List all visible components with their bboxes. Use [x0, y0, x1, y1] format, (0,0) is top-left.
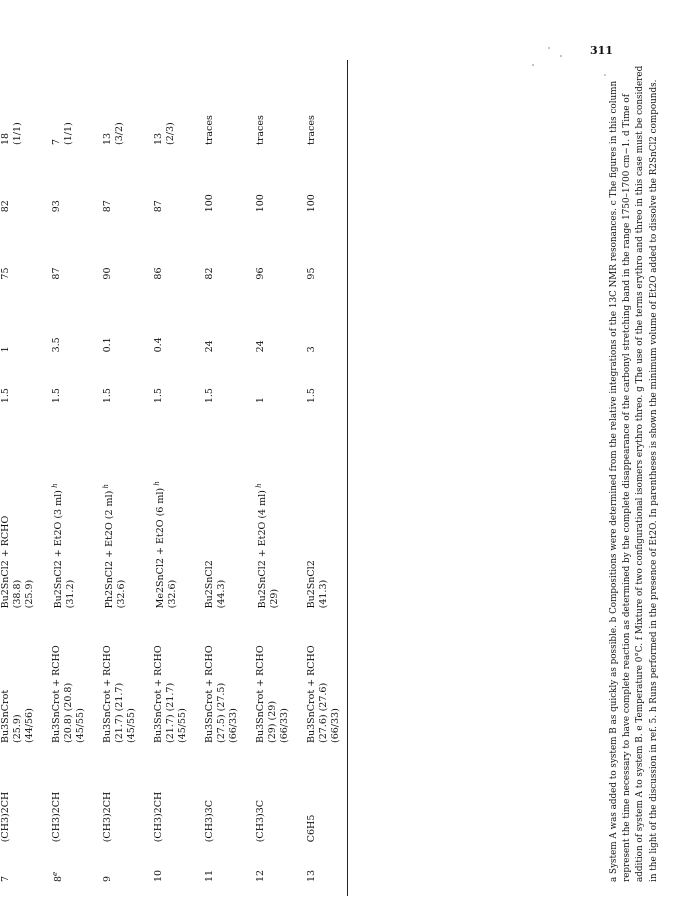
column-value: 100 — [255, 194, 266, 213]
column-value: 87 — [51, 267, 62, 280]
system-b-cell — [255, 403, 306, 608]
column-value: 100 — [306, 194, 317, 213]
run-number-cell — [102, 842, 153, 882]
run-number-footnote-mark: e — [51, 871, 59, 876]
value-cell — [0, 212, 51, 279]
r-group-cell — [153, 743, 204, 842]
time-cell — [0, 352, 51, 403]
column-value: 96 — [255, 267, 266, 280]
run-number: 7 — [0, 875, 11, 882]
r-group: (CH3)3C — [204, 799, 215, 843]
run-number: 12 — [255, 869, 266, 882]
r-group: (CH3)2CH — [0, 791, 11, 843]
system-b-cell — [306, 403, 357, 608]
system-a-line: (21.7) (21.7) — [113, 682, 125, 743]
ratio-line: (1/1) — [11, 122, 23, 145]
time-cell — [51, 352, 102, 403]
time-cell — [306, 352, 357, 403]
value-cell — [51, 280, 102, 353]
system-a-line: (45/55) — [176, 708, 188, 743]
time-value: 1.5 — [0, 388, 11, 404]
r-group-cell — [204, 743, 255, 842]
system-b-line: Bu2SnCl2 + Et2O (3 ml) $^h$ — [51, 483, 65, 609]
column-value: 82 — [0, 200, 11, 213]
ratio-line: 18 — [0, 132, 11, 145]
time-value: 1.5 — [102, 388, 113, 404]
value-cell — [204, 145, 255, 212]
value-cell — [306, 280, 357, 353]
system-a-line: Bu3SnCrot + RCHO — [153, 645, 164, 743]
table-row — [255, 50, 306, 882]
r-group: (CH3)2CH — [102, 791, 113, 843]
scan-speck — [548, 47, 550, 49]
system-a-line: (27.5) (27.5) — [215, 682, 227, 743]
ratio-line: traces — [255, 115, 266, 145]
system-b-line: Ph2SnCl2 + Et2O (2 ml) $^h$ — [102, 483, 116, 609]
system-a-line: (21.7) (21.7) — [164, 682, 176, 743]
run-number-cell — [204, 842, 255, 882]
ratio-cell — [51, 50, 102, 145]
value-cell — [0, 280, 51, 353]
time-value: 1.5 — [51, 388, 62, 404]
value-cell — [306, 145, 357, 212]
r-group: (CH3)2CH — [51, 791, 62, 843]
column-value: 24 — [204, 340, 215, 353]
system-b-composition: (31.2) — [65, 579, 77, 609]
system-a-line: Bu3SnCrot + RCHO — [51, 645, 62, 743]
table-row — [204, 50, 255, 882]
time-cell — [255, 352, 306, 403]
run-number-cell — [0, 842, 51, 882]
column-value: 3 — [306, 346, 317, 353]
table-row — [102, 50, 153, 882]
system-b-cell — [0, 403, 51, 608]
ratio-line: 13 — [153, 132, 164, 145]
r-group-cell — [306, 743, 357, 842]
column-value: 0.1 — [102, 337, 113, 353]
system-b-footnote-mark: h — [51, 483, 59, 491]
column-value: 24 — [255, 340, 266, 353]
ratio-line: 7 — [51, 138, 62, 145]
system-b-cell — [51, 403, 102, 608]
column-value: 75 — [0, 267, 11, 280]
system-a-cell — [102, 608, 153, 743]
run-number-cell — [255, 842, 306, 882]
system-b-line: Me2SnCl2 + Et2O (6 ml) $^h$ — [153, 481, 167, 609]
r-group: (CH3)3C — [255, 799, 266, 843]
system-a-line: (44/56) — [23, 708, 35, 743]
table-row — [51, 50, 102, 882]
run-number: 13 — [306, 869, 317, 882]
value-cell — [255, 145, 306, 212]
value-cell — [255, 280, 306, 353]
system-b-composition: (25.9) — [23, 579, 35, 609]
system-b-line: Bu2SnCl2 + RCHO — [0, 515, 11, 609]
system-b-footnote-mark: h — [153, 481, 161, 488]
r-group-cell — [102, 743, 153, 842]
column-value: 100 — [204, 194, 215, 213]
system-a-line: Bu3SnCrot + RCHO — [255, 645, 266, 743]
system-a-line: (45/55) — [74, 708, 86, 743]
ratio-line: 13 — [102, 132, 113, 145]
system-b-composition: (44.3) — [215, 579, 227, 609]
value-cell — [51, 145, 102, 212]
time-value: 1 — [255, 397, 266, 404]
ratio-cell — [153, 50, 204, 145]
value-cell — [306, 212, 357, 279]
column-value: 3.5 — [51, 337, 62, 353]
value-cell — [102, 280, 153, 353]
time-value: 1.5 — [204, 388, 215, 404]
run-number: 11 — [204, 869, 215, 882]
system-b-line: Bu2SnCl2 — [204, 560, 215, 609]
value-cell — [102, 212, 153, 279]
ratio-line: (3/2) — [113, 122, 125, 145]
value-cell — [153, 145, 204, 212]
system-b-composition: (41.3) — [317, 579, 329, 609]
column-value: 0.4 — [153, 337, 164, 353]
system-a-line: (29) (29) — [266, 700, 278, 743]
run-number-cell — [306, 842, 357, 882]
value-cell — [51, 212, 102, 279]
column-value: 86 — [153, 267, 164, 280]
system-b-composition: (29) — [269, 588, 281, 609]
system-b-footnote-mark: h — [102, 483, 110, 491]
system-a-cell — [306, 608, 357, 743]
system-a-cell — [51, 608, 102, 743]
table-row — [306, 50, 357, 882]
run-number-cell — [51, 842, 102, 882]
r-group-cell — [51, 743, 102, 842]
system-b-composition: (32.6) — [167, 579, 179, 609]
system-b-line: Bu2SnCl2 + Et2O (4 ml) $^h$ — [255, 483, 269, 609]
table-footnote: a System A was added to system B as quickly as possible. b Compositions were determined from the relative integrations of the 13C NMR resonances. c The figures in this column represent the time necessary to have complete reaction as determined by the complete disappearance of the carbonyl stretching band in the range 1750–1700 cm−1. d Time of addition of system A to system B. e Temperature 0°C. f Mixture of two configurational isomers erythro threo. g The use of the terms erythro and threo in this case must be considered in the light of the discussion in ref. 5. h Runs performed in the presence of Et2O. In parentheses is shown the minimum volume of Et2O added to dissolve the R2SnCl2 compounds. — [609, 65, 659, 882]
time-cell — [204, 352, 255, 403]
system-a-line: Bu3SnCrot + RCHO — [102, 645, 113, 743]
value-cell — [102, 145, 153, 212]
system-a-cell — [255, 608, 306, 743]
value-cell — [255, 212, 306, 279]
time-value: 1.5 — [153, 388, 164, 404]
run-number-cell — [153, 842, 204, 882]
system-a-line: Bu3SnCrot — [0, 689, 11, 743]
column-value: 93 — [51, 200, 62, 213]
system-a-line: (66/33) — [278, 708, 290, 743]
system-b-composition: (32.6) — [116, 579, 128, 609]
run-number: 9 — [102, 875, 113, 882]
system-a-cell — [153, 608, 204, 743]
system-a-line: Bu3SnCrot + RCHO — [204, 645, 215, 743]
rotated-table-block — [0, 50, 676, 882]
ratio-cell — [0, 50, 51, 145]
value-cell — [153, 212, 204, 279]
system-a-line: (66/33) — [227, 708, 239, 743]
value-cell — [204, 212, 255, 279]
run-number: 8 — [53, 875, 65, 882]
value-cell — [204, 280, 255, 353]
column-value: 95 — [306, 267, 317, 280]
column-value: 1 — [0, 346, 11, 353]
system-a-cell — [204, 608, 255, 743]
run-number: 10 — [153, 869, 164, 882]
page-number: 311 — [590, 44, 613, 57]
table-row — [153, 50, 204, 882]
column-value: 87 — [153, 200, 164, 213]
table-row — [0, 50, 51, 882]
column-value: 87 — [102, 200, 113, 213]
system-b-cell — [153, 403, 204, 608]
ratio-line: (1/1) — [62, 122, 74, 145]
ratio-line: (2/3) — [164, 122, 176, 145]
ratio-cell — [306, 50, 357, 145]
system-b-cell — [102, 403, 153, 608]
system-a-line: (27.6) (27.6) — [317, 682, 329, 743]
time-cell — [153, 352, 204, 403]
system-a-line: (20.8) (20.8) — [62, 682, 74, 743]
r-group-cell — [0, 743, 51, 842]
column-value: 90 — [102, 267, 113, 280]
column-value: 82 — [204, 267, 215, 280]
system-a-line: (25.9) — [11, 714, 23, 743]
r-group: C6H5 — [306, 814, 317, 843]
ratio-line: traces — [204, 115, 215, 145]
time-value: 1.5 — [306, 388, 317, 404]
ratio-cell — [204, 50, 255, 145]
time-cell — [102, 352, 153, 403]
ratio-cell — [255, 50, 306, 145]
system-b-composition: (38.8) — [11, 579, 23, 609]
ratio-line: traces — [306, 115, 317, 145]
r-group-cell — [255, 743, 306, 842]
system-a-cell — [0, 608, 51, 743]
system-a-line: (45/55) — [125, 708, 137, 743]
system-b-footnote-mark: h — [255, 483, 263, 491]
value-cell — [0, 145, 51, 212]
system-a-line: Bu3SnCrot + RCHO — [306, 645, 317, 743]
results-table — [0, 50, 357, 882]
ratio-cell — [102, 50, 153, 145]
value-cell — [153, 280, 204, 353]
system-a-line: (66/33) — [329, 708, 341, 743]
system-b-cell — [204, 403, 255, 608]
r-group: (CH3)2CH — [153, 791, 164, 843]
system-b-line: Bu2SnCl2 — [306, 560, 317, 609]
